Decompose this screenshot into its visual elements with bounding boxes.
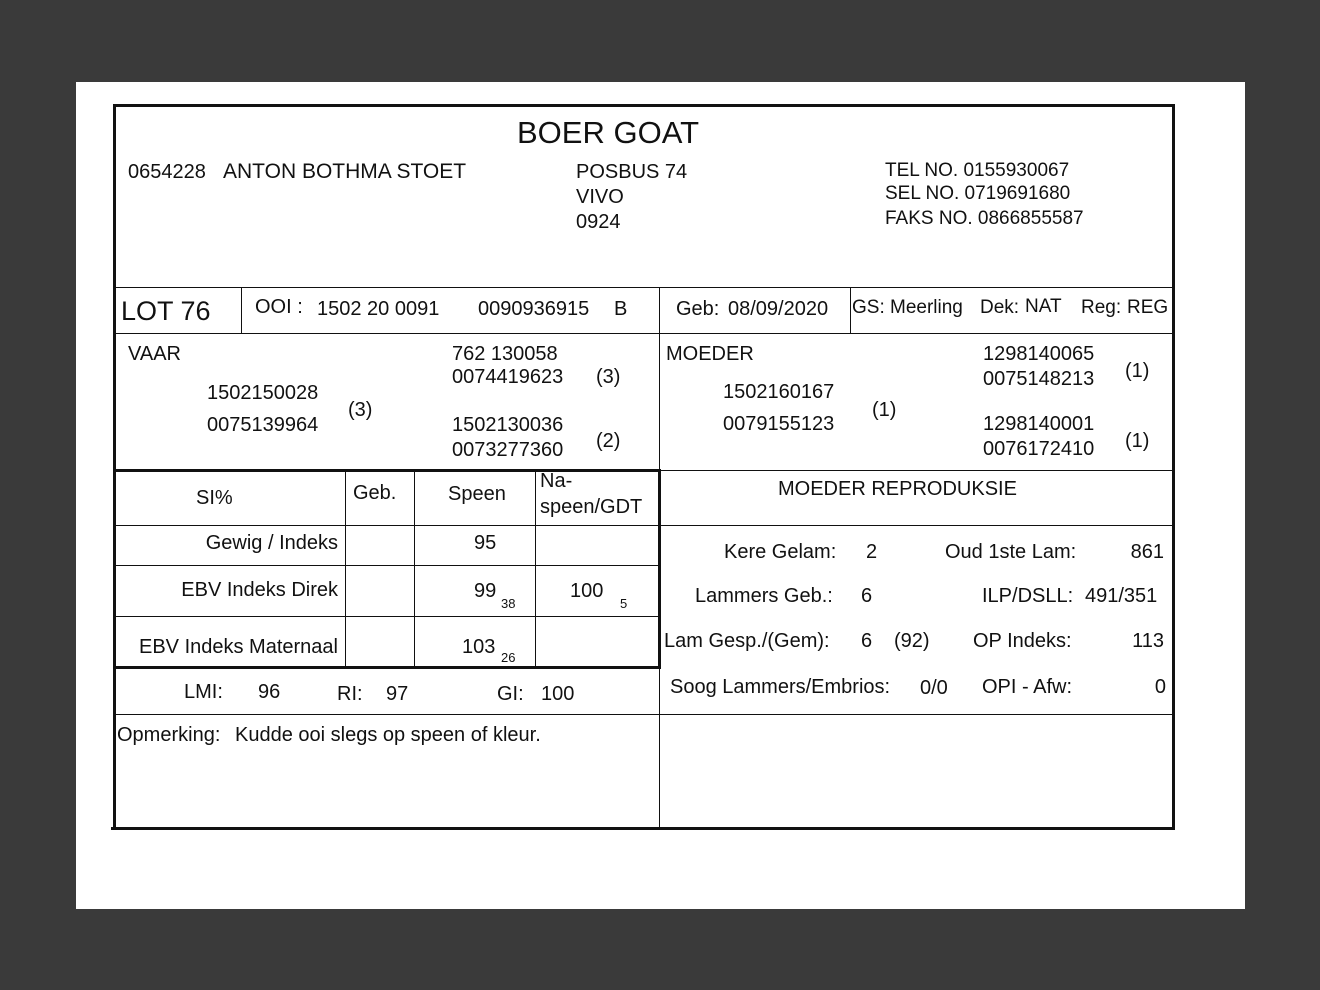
lammers-label: Lammers Geb.:: [695, 585, 833, 607]
remark-label: Opmerking:: [117, 724, 221, 746]
opi-label: OPI - Afw:: [982, 676, 1073, 698]
si-header: SI%: [196, 487, 233, 509]
dek-label: Dek:: [980, 297, 1020, 318]
repro-title: MOEDER REPRODUKSIE: [778, 478, 1017, 500]
gs-value: Meerling: [890, 297, 963, 318]
oud-value: 861: [1130, 541, 1164, 563]
naspeen-header-line-1: Na-: [540, 470, 573, 492]
ebv-direk-speen-value: 99: [474, 580, 497, 602]
ri-label: RI:: [337, 683, 363, 705]
opi-value: 0: [1154, 676, 1166, 698]
lammers-value: 6: [861, 585, 873, 607]
gi-value: 100: [541, 683, 575, 705]
moeder-sire-count: (1): [1125, 360, 1150, 382]
lamgesp-label: Lam Gesp./(Gem):: [664, 630, 830, 652]
ri-value: 97: [386, 683, 409, 705]
reg-value: REG: [1127, 297, 1169, 318]
vaar-dam-id-2: 0073277360: [452, 439, 564, 461]
ebv-direk-naspeen-accuracy: 5: [620, 596, 628, 611]
si-col-divider-1: [345, 471, 346, 666]
breeder-code: 0654228: [128, 161, 206, 183]
si-row-divider-3: [116, 616, 659, 617]
address-line-1: POSBUS 74: [576, 161, 688, 183]
moeder-dam-count: (1): [1125, 430, 1150, 452]
gi-label: GI:: [497, 683, 524, 705]
tel-number: TEL NO. 0155930067: [885, 160, 1070, 181]
si-col-divider-2: [414, 471, 415, 666]
si-table-top: [116, 469, 661, 472]
reg-label: Reg:: [1081, 297, 1122, 318]
index-row-bottom: [116, 714, 1172, 715]
ooi-number: 1502 20 0091: [317, 298, 440, 320]
oud-label: Oud 1ste Lam:: [945, 541, 1077, 563]
speen-header: Speen: [448, 483, 506, 505]
op-value: 113: [1132, 630, 1164, 652]
ebv-maternaal-speen-value: 103: [462, 636, 496, 658]
ebv-direk-speen-accuracy: 38: [501, 596, 516, 611]
lamgesp-gem: (92): [894, 630, 930, 652]
si-table-bottom: [116, 666, 661, 669]
si-row-divider-1: [116, 525, 1172, 526]
vaar-dam-count: (2): [596, 430, 621, 452]
vaar-sire-id-1: 762 130058: [452, 343, 558, 365]
si-col-divider-3: [535, 471, 536, 666]
moeder-sire-id-2: 0075148213: [983, 368, 1095, 390]
ebv-direk-naspeen-value: 100: [570, 580, 604, 602]
vaar-sire-count: (3): [596, 366, 621, 388]
gewig-speen-value: 95: [474, 532, 497, 554]
address-line-2: VIVO: [576, 186, 624, 208]
vaar-dam-id-1: 1502130036: [452, 414, 564, 436]
faks-number: FAKS NO. 0866855587: [885, 208, 1084, 229]
si-table-right: [658, 469, 661, 668]
lmi-value: 96: [258, 681, 281, 703]
lamgesp-value: 6: [861, 630, 873, 652]
row-label-gewig: Gewig / Indeks: [205, 532, 338, 554]
dek-value: NAT: [1025, 296, 1062, 317]
ilp-value: 491/351: [1085, 585, 1158, 607]
lot-card-sheet: [76, 82, 1245, 909]
frame-top: [113, 104, 1175, 107]
vaar-count: (3): [348, 399, 373, 421]
lot-number: LOT 76: [121, 296, 211, 326]
op-label: OP Indeks:: [973, 630, 1072, 652]
moeder-dam-id-2: 0076172410: [983, 438, 1095, 460]
kere-label: Kere Gelam:: [724, 541, 837, 563]
row-label-ebv-direk: EBV Indeks Direk: [181, 579, 338, 601]
geb-label: Geb:: [676, 298, 720, 320]
vaar-sire-id-2: 0074419623: [452, 366, 564, 388]
moeder-id-2: 0079155123: [723, 413, 835, 435]
vaar-label: VAAR: [128, 343, 181, 365]
moeder-dam-id-1: 1298140001: [983, 413, 1095, 435]
animal-grade: B: [614, 298, 628, 320]
ooi-label: OOI :: [255, 296, 303, 318]
divider-gs: [850, 287, 851, 333]
frame-left: [113, 104, 116, 830]
divider-lot-bottom: [116, 333, 1172, 334]
moeder-count: (1): [872, 399, 897, 421]
sel-number: SEL NO. 0719691680: [885, 183, 1071, 204]
gs-label: GS:: [852, 297, 885, 318]
geb-header: Geb.: [353, 482, 397, 504]
ebv-maternaal-speen-accuracy: 26: [501, 650, 516, 665]
geb-date: 08/09/2020: [728, 298, 829, 320]
naspeen-header-line-2: speen/GDT: [540, 496, 643, 518]
moeder-sire-id-1: 1298140065: [983, 343, 1095, 365]
ilp-label: ILP/DSLL:: [982, 585, 1074, 607]
moeder-id-1: 1502160167: [723, 381, 835, 403]
divider-lot: [241, 287, 242, 333]
soog-label: Soog Lammers/Embrios:: [670, 676, 891, 698]
divider-lot-top: [116, 287, 1172, 288]
vaar-id-1: 1502150028: [207, 382, 319, 404]
breeder-name: ANTON BOTHMA STOET: [223, 160, 467, 183]
kere-value: 2: [866, 541, 878, 563]
frame-right: [1172, 104, 1175, 830]
card-title: BOER GOAT: [517, 115, 700, 150]
soog-value: 0/0: [920, 677, 948, 699]
frame-bottom: [111, 827, 1175, 830]
remark-text: Kudde ooi slegs op speen of kleur.: [235, 724, 541, 746]
moeder-label: MOEDER: [666, 343, 754, 365]
row-label-ebv-maternaal: EBV Indeks Maternaal: [139, 636, 338, 658]
animal-id: 0090936915: [478, 298, 590, 320]
lmi-label: LMI:: [184, 681, 223, 703]
repro-top: [659, 470, 1172, 471]
address-line-3: 0924: [576, 211, 621, 233]
si-row-divider-2: [116, 565, 659, 566]
vaar-id-2: 0075139964: [207, 414, 319, 436]
